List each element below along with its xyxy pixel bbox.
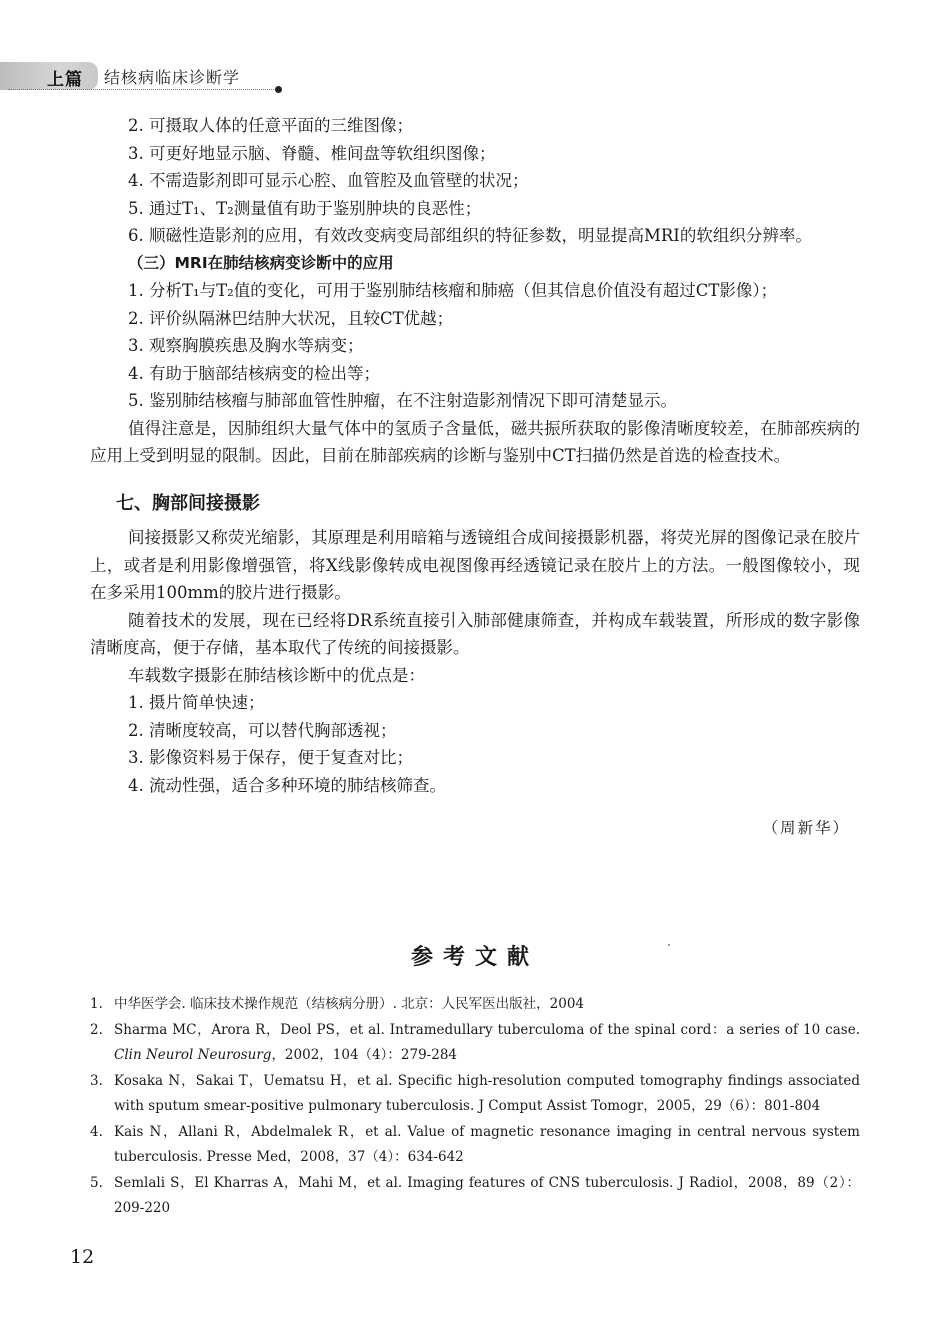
book-title: 结核病临床诊断学 (104, 68, 241, 87)
subsection-heading: （三）MRI在肺结核病变诊断中的应用 (128, 253, 394, 272)
reference-item (90, 1018, 860, 1068)
list-item: 4. 流动性强，适合多种环境的肺结核筛查。 (128, 775, 446, 795)
reference-number: 1. (90, 996, 103, 1012)
reference-item (90, 1069, 860, 1119)
reference-item (90, 992, 860, 1017)
reference-list (90, 992, 860, 1221)
paragraph: 值得注意是，因肺组织大量气体中的氢质子含量低，磁共振所获取的影像清晰度较差，在肺部疾病的应用上受到明显的限制。因此，目前在肺部疾病的诊断与鉴别中CT扫描仍然是首选的检查技术。 (90, 418, 860, 465)
list-item: 1. 摄片简单快速； (128, 693, 265, 712)
list-item: 4. 不需造影剂即可显示心腔、血管腔及血管壁的状况； (128, 171, 529, 190)
reference-text-tail: ，2002，104（4）：279-284 (271, 1047, 457, 1063)
paragraph: 车载数字摄影在肺结核诊断中的优点是： (128, 665, 425, 685)
reference-item (90, 1171, 860, 1221)
list-item-wrapped: 6. 顺磁性造影剂的应用，有效改变病变局部组织的特征参数，明显提高MRI的软组织分辨率。 (128, 226, 812, 245)
body-text (90, 112, 860, 843)
list-item: 3. 影像资料易于保存，便于复查对比； (128, 748, 413, 767)
reference-text: Kais N，Allani R，Abdelmalek R，et al. Value of magnetic resonance imaging in central nervous system tuberculosis. Presse Med，2008，37（4）：634-642 (114, 1124, 860, 1165)
reference-text: Semlali S，El Kharras A，Mahi M，et al. Imaging features of CNS tuberculosis. J Radiol，2008，89（2）：209-220 (114, 1175, 860, 1216)
header-dotted-rule (8, 89, 278, 90)
running-header (0, 62, 950, 92)
reference-text: Sharma MC，Arora R，Deol PS，et al. Intramedullary tuberculoma of the spinal cord：a series of 10 case. (114, 1022, 860, 1038)
paragraph: 随着技术的发展，现在已经将DR系统直接引入肺部健康筛查，并构成车载装置，所形成的数字影像清晰度高，便于存储，基本取代了传统的间接摄影。 (90, 610, 860, 657)
references-title: 参考文献 (410, 945, 539, 970)
list-item: 2. 评价纵隔淋巴结肿大状况，且较CT优越； (128, 308, 454, 328)
list-item: 2. 可摄取人体的任意平面的三维图像； (128, 116, 413, 135)
author-credit: （周新华） (762, 819, 850, 837)
list-item: 5. 鉴别肺结核瘤与肺部血管性肿瘤，在不注射造影剂情况下即可清楚显示。 (128, 391, 677, 410)
header-rule-dot (275, 86, 282, 93)
list-item: 1. 分析T₁与T₂值的变化，可用于鉴别肺结核瘤和肺癌（但其信息价值没有超过CT影像）； (128, 281, 778, 300)
scan-speck (668, 944, 670, 946)
reference-number: 4. (90, 1124, 103, 1140)
reference-item (90, 1120, 860, 1170)
page-number: 12 (70, 1246, 95, 1268)
reference-text: Kosaka N，Sakai T，Uematsu H，et al. Specific high-resolution computed tomography findings associated with sputum smear-positive pulmonary tuberculosis. J Comput Assist Tomogr，2005，29（6）：801-804 (114, 1073, 860, 1114)
list-item: 2. 清晰度较高，可以替代胸部透视； (128, 720, 397, 740)
list-item: 3. 观察胸膜疾患及胸水等病变； (128, 336, 364, 355)
part-label: 上篇 (47, 70, 83, 90)
list-item: 5. 通过T₁、T₂测量值有助于鉴别肿块的良恶性； (128, 198, 482, 218)
list-item: 4. 有助于脑部结核病变的检出等； (128, 363, 380, 383)
section-heading: 七、胸部间接摄影 (116, 492, 260, 514)
reference-number: 5. (90, 1175, 103, 1191)
list-item: 3. 可更好地显示脑、脊髓、椎间盘等软组织图像； (128, 143, 496, 163)
reference-text: 中华医学会. 临床技术操作规范（结核病分册）. 北京：人民军医出版社，2004 (114, 996, 585, 1012)
reference-number: 3. (90, 1073, 103, 1089)
paragraph: 间接摄影又称荧光缩影，其原理是利用暗箱与透镜组合成间接摄影机器，将荧光屏的图像记录在胶片上，或者是利用影像增强管，将X线影像转成电视图像再经透镜记录在胶片上的方法。一般图像较小，现在多采用100mm的胶片进行摄影。 (90, 528, 860, 602)
reference-number: 2. (90, 1022, 103, 1038)
reference-journal: Clin Neurol Neurosurg (114, 1047, 272, 1063)
